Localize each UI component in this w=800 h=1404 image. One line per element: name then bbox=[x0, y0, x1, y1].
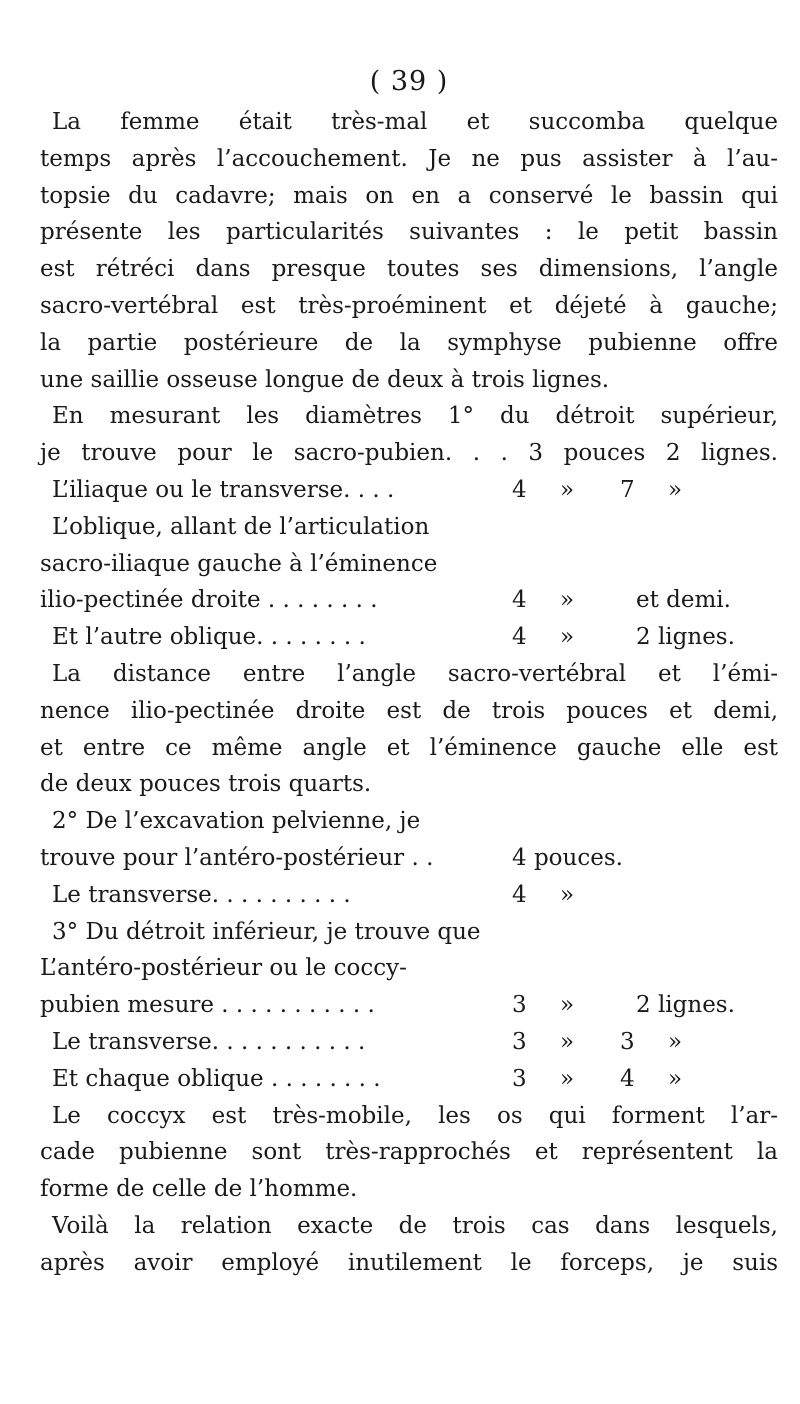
text-line: 3° Du détroit inférieur, je trouve que bbox=[52, 918, 481, 945]
ditto-mark: » bbox=[668, 1065, 683, 1092]
text-line: je trouve pour le sacro-pubien. . . 3 pouces 2 lignes. bbox=[40, 440, 778, 467]
measurement-label: trouve pour l’antéro-postérieur . . bbox=[40, 844, 434, 871]
measurement-label: ilio-pectinée droite . . . . . . . . bbox=[40, 587, 378, 614]
ditto-mark: » bbox=[668, 476, 683, 503]
measurement-value: 3 bbox=[512, 1028, 527, 1055]
text-line: est rétréci dans presque toutes ses dimensions, l’angle bbox=[40, 256, 778, 283]
text-line: une saillie osseuse longue de deux à trois lignes. bbox=[40, 366, 610, 393]
text-line: topsie du cadavre; mais on en a conservé le bassin qui bbox=[40, 182, 778, 209]
text-line: L’antéro-postérieur ou le coccy- bbox=[40, 955, 407, 982]
text-line: sacro-vertébral est très-proéminent et déjeté à gauche; bbox=[40, 292, 778, 319]
text-line: En mesurant les diamètres 1° du détroit supérieur, bbox=[52, 403, 778, 430]
measurement-value: 4 bbox=[512, 587, 527, 614]
measurement-row bbox=[40, 1061, 778, 1098]
text-line: après avoir employé inutilement le forceps, je suis bbox=[40, 1249, 778, 1276]
measurement-row bbox=[40, 987, 778, 1024]
text-line: la partie postérieure de la symphyse pubienne offre bbox=[40, 329, 778, 356]
page-number: ( 39 ) bbox=[369, 66, 449, 97]
ditto-mark: » bbox=[560, 587, 575, 614]
text-line: de deux pouces trois quarts. bbox=[40, 771, 372, 798]
measurement-value: 3 bbox=[512, 1065, 527, 1092]
measurement-label: L’iliaque ou le transverse. . . . bbox=[52, 476, 395, 503]
measurement-value: et demi. bbox=[636, 587, 731, 614]
measurement-label: sacro-iliaque gauche à l’éminence bbox=[40, 550, 438, 577]
text-line: forme de celle de l’homme. bbox=[40, 1176, 358, 1203]
measurement-row bbox=[40, 582, 778, 619]
text-line: temps après l’accouchement. Je ne pus assister à l’au- bbox=[40, 145, 778, 172]
text-line: La femme était très-mal et succomba quelque bbox=[52, 109, 778, 135]
measurement-row bbox=[40, 472, 778, 509]
measurement-value: 4 bbox=[512, 881, 527, 908]
measurement-value: 4 bbox=[512, 476, 527, 503]
measurement-row bbox=[40, 840, 778, 877]
measurement-value: 7 bbox=[620, 476, 635, 503]
measurement-label: Le transverse. . . . . . . . . . bbox=[52, 881, 351, 908]
text-line: La distance entre l’angle sacro-vertébral et l’émi- bbox=[52, 660, 778, 687]
measurement-label: pubien mesure . . . . . . . . . . . bbox=[40, 992, 375, 1019]
text-line: 2° De l’excavation pelvienne, je bbox=[52, 808, 421, 835]
text-line: Voilà la relation exacte de trois cas dans lesquels, bbox=[52, 1212, 778, 1239]
ditto-mark: » bbox=[560, 476, 575, 503]
measurement-label: Et l’autre oblique. . . . . . . . bbox=[52, 624, 366, 651]
measurement-value: 2 lignes. bbox=[636, 992, 735, 1019]
measurement-value: 4 bbox=[512, 624, 527, 651]
text-line: présente les particularités suivantes : le petit bassin bbox=[40, 219, 778, 246]
measurement-value: 4 pouces. bbox=[512, 844, 623, 871]
text-line: nence ilio-pectinée droite est de trois pouces et demi, bbox=[40, 697, 778, 724]
measurement-value: 2 lignes. bbox=[636, 624, 735, 651]
measurement-label: Et chaque oblique . . . . . . . . bbox=[52, 1065, 381, 1092]
text-line: et entre ce même angle et l’éminence gauche elle est bbox=[40, 734, 778, 761]
measurement-value: 3 bbox=[512, 992, 527, 1019]
measurement-row bbox=[40, 1024, 778, 1061]
ditto-mark: » bbox=[560, 624, 575, 651]
measurement-row bbox=[40, 509, 778, 546]
ditto-mark: » bbox=[668, 1028, 683, 1055]
ditto-mark: » bbox=[560, 992, 575, 1019]
measurement-value: 4 bbox=[620, 1065, 635, 1092]
measurement-label: Le transverse. . . . . . . . . . . bbox=[52, 1028, 366, 1055]
measurement-label: L’oblique, allant de l’articulation bbox=[52, 513, 430, 540]
measurement-row bbox=[40, 619, 778, 656]
text-line: Le coccyx est très-mobile, les os qui forment l’ar- bbox=[52, 1102, 778, 1129]
ditto-mark: » bbox=[560, 1028, 575, 1055]
text-line: cade pubienne sont très-rapprochés et représentent la bbox=[40, 1139, 778, 1166]
book-page bbox=[40, 62, 778, 1282]
ditto-mark: » bbox=[560, 881, 575, 908]
measurement-row bbox=[40, 877, 778, 914]
measurement-row bbox=[40, 546, 778, 583]
ditto-mark: » bbox=[560, 1065, 575, 1092]
measurement-value: 3 bbox=[620, 1028, 635, 1055]
